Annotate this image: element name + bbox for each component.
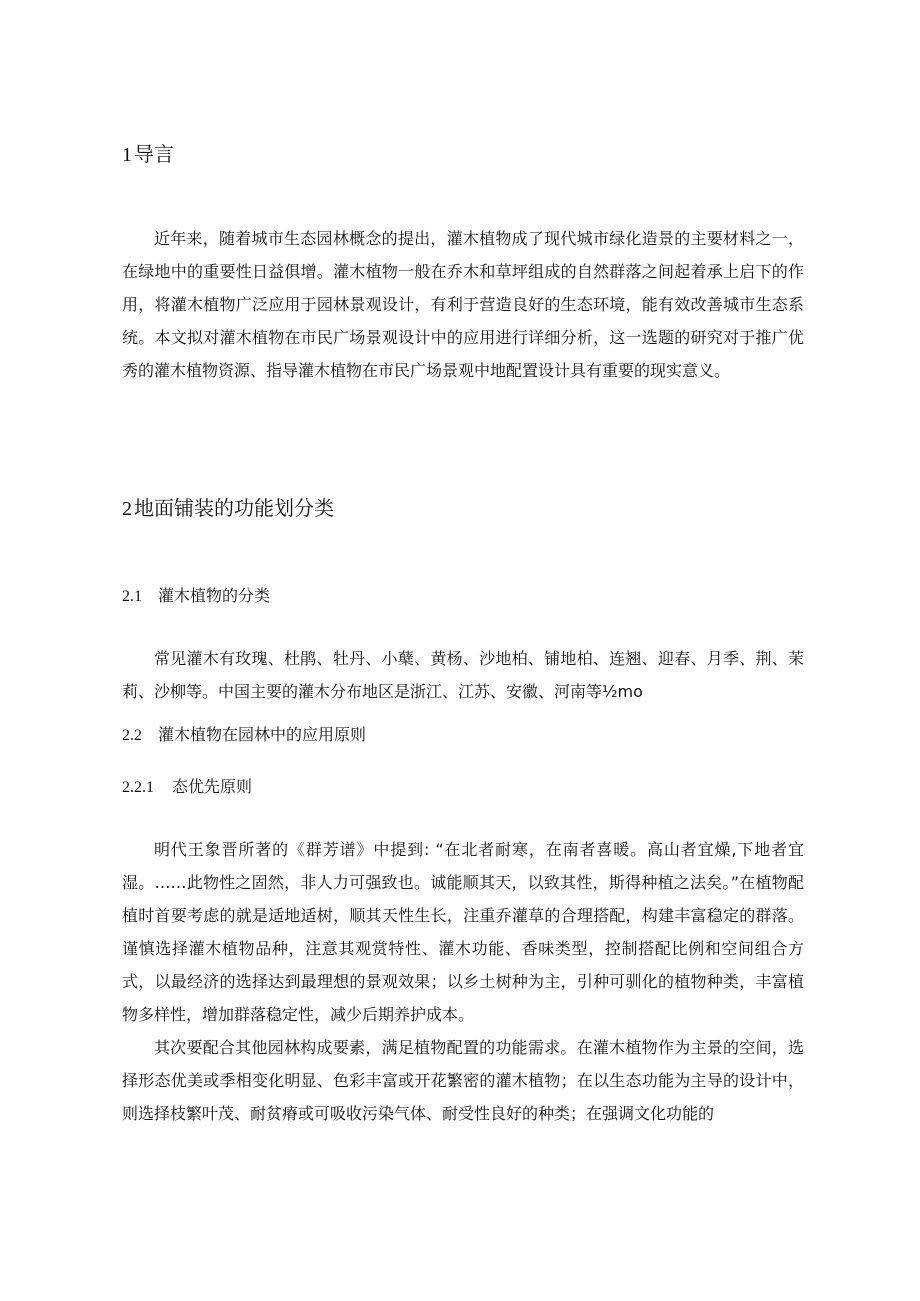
paragraph: 其次要配合其他园林构成要素，满足植物配置的功能需求。在灌木植物作为主景的空间，选择形态优美或季相变化明显、色彩丰富或开花繁密的灌木植物；在以生态功能为主导的设计中，则选择枝繁叶茂、耐贫瘠或可吸收污染气体、耐受性良好的种类；在强调文化功能的 (122, 1038, 804, 1123)
subsection-title: 灌木植物在园林中的应用原则 (158, 725, 367, 744)
section-1-heading (122, 140, 804, 169)
subsection-number: 2.1 (122, 588, 142, 605)
subsection-2-2-1-body (122, 833, 804, 1130)
subsection-2-2-heading (122, 723, 804, 748)
subsection-title: 态优先原则 (172, 777, 253, 796)
paragraph: 近年来，随着城市生态园林概念的提出，灌木植物成了现代城市绿化造景的主要材料之一，在绿地中的重要性日益俱增。灌木植物一般在乔木和草坪组成的自然群落之间起着承上启下的作用，将灌木植物广泛应用于园林景观设计，有利于营造良好的生态环境，能有效改善城市生态系统。本文拟对灌木植物在市民广场景观设计中的应用进行详细分析，这一选题的研究对于推广优秀的灌木植物资源、指导灌木植物在市民广场景观中地配置设计具有重要的现实意义。 (122, 229, 804, 380)
subsection-2-2-1-heading (122, 775, 804, 800)
subsection-title: 灌木植物的分类 (158, 586, 271, 605)
paragraph: 明代王象晋所著的《群芳谱》中提到: “在北者耐寒，在南者喜暖。高山者宜燥,下地者宜湿。……此物性之固然，非人力可强致也。诚能顺其天，以致其性，斯得种植之法矣。”在植物配植时首要考虑的就是适地适树，顺其天性生长，注重乔灌草的合理搭配，构建丰富稳定的群落。谨慎选择灌木植物品种，注意其观赏特性、灌木功能、香味类型，控制搭配比例和空间组合方式，以最经济的选择达到最理想的景观效果；以乡土树种为主，引种可驯化的植物种类，丰富植物多样性，增加群落稳定性，减少后期养护成本。 (122, 840, 804, 1024)
section-number: 1 (122, 144, 132, 166)
section-number: 2 (122, 498, 132, 520)
subsection-2-1-body (122, 642, 804, 708)
section-title: 导言 (134, 142, 174, 166)
section-title: 地面铺装的功能划分类 (134, 496, 334, 520)
section-2-heading (122, 494, 804, 523)
section-1-body (122, 222, 804, 387)
paragraph: 常见灌木有玫瑰、杜鹃、牡丹、小蘖、黄杨、沙地柏、铺地柏、连翘、迎春、月季、荆、茉莉、沙柳等。中国主要的灌木分布地区是浙江、江苏、安徽、河南等½mo (122, 649, 804, 701)
subsection-2-1-heading (122, 584, 804, 609)
subsection-number: 2.2 (122, 727, 142, 744)
subsection-number: 2.2.1 (122, 779, 154, 796)
